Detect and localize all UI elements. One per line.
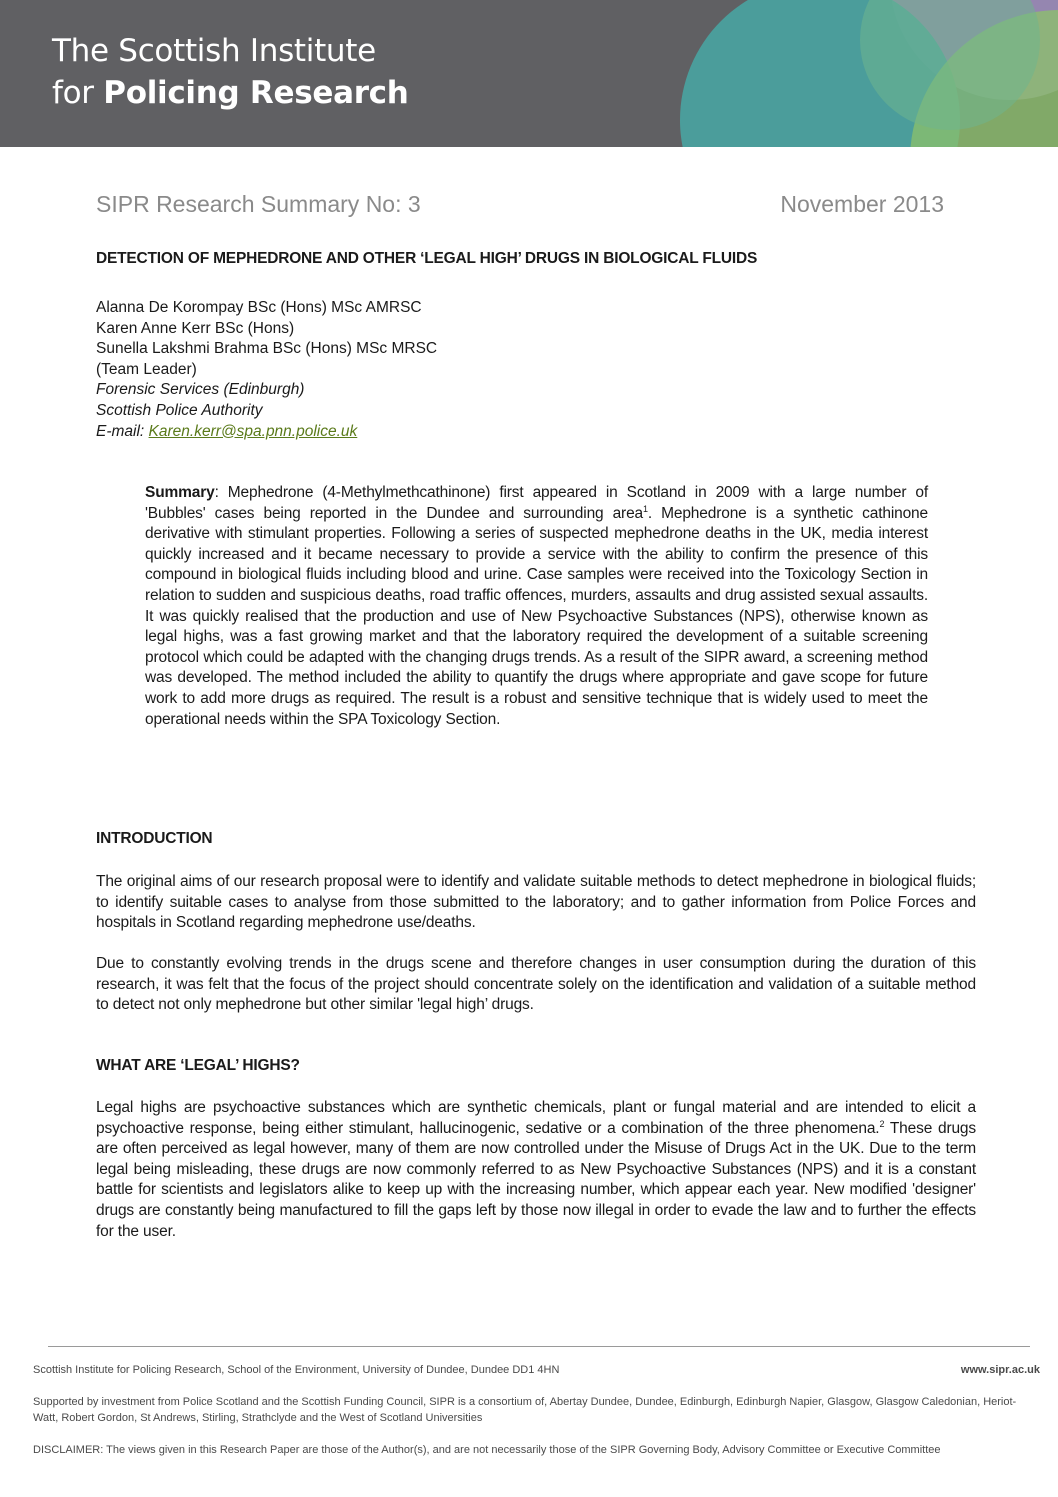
summary-label: Summary — [145, 484, 215, 501]
footnote-ref: 1 — [643, 503, 648, 514]
author-block — [96, 298, 437, 442]
series-number: SIPR Research Summary No: 3 — [96, 191, 421, 217]
footnote-ref: 2 — [879, 1118, 885, 1129]
heading-legal-highs: WHAT ARE ‘LEGAL’ HIGHS? — [96, 1057, 300, 1074]
header-band — [0, 0, 1058, 147]
intro-paragraph-1: The original aims of our research proposal were to identify and validate suitable methods to detect mephedrone in biological fluids; to identify suitable cases to analyse from those submitted to the laboratory; and to gather information from Police Forces and hospitals in Scotland regarding mephedrone use/deaths. — [96, 873, 976, 932]
footer-address: Scottish Institute for Policing Research, School of the Environment, University of Dundee, Dundee DD1 4HN — [33, 1364, 560, 1376]
email-line: E-mail: Karen.kerr@spa.pnn.police.uk — [96, 422, 358, 440]
email-link[interactable]: Karen.kerr@spa.pnn.police.uk — [148, 422, 358, 440]
document-title: DETECTION OF MEPHEDRONE AND OTHER ‘LEGAL HIGH’ DRUGS IN BIOLOGICAL FLUIDS — [96, 250, 758, 267]
author-line: Sunella Lakshmi Brahma BSc (Hons) MSc MRSC — [96, 340, 438, 358]
publication-date: November 2013 — [780, 191, 944, 217]
footer-website-link[interactable]: www.sipr.ac.uk — [960, 1364, 1040, 1376]
title-line2: for Policing Research — [52, 75, 409, 111]
affiliation: Scottish Police Authority — [96, 401, 263, 419]
title-line1: The Scottish Institute — [52, 33, 376, 69]
author-line: (Team Leader) — [96, 360, 197, 378]
footer-support: Supported by investment from Police Scotland and the Scottish Funding Council, SIPR is a consortium of, Abertay Dundee, Dundee, Edinburgh, Edinburgh Napier, Glasgow, Glasgow Caledonian, Heriot-Watt, Robert Gordon, St Andrews, Stirling, Strathclyde and the West of Scotland Universities — [33, 1396, 1017, 1424]
author-line: Karen Anne Kerr BSc (Hons) — [96, 319, 295, 337]
footer-disclaimer: DISCLAIMER: The views given in this Research Paper are those of the Author(s), and are not necessarily those of the SIPR Governing Body, Advisory Committee or Executive Committee — [33, 1444, 941, 1456]
author-line: Alanna De Korompay BSc (Hons) MSc AMRSC — [96, 299, 422, 316]
footer-divider — [48, 1346, 1030, 1347]
intro-paragraph-2: Due to constantly evolving trends in the drugs scene and therefore changes in user consumption during the duration of this research, it was felt that the focus of the project should concentrate solely on the identification and validation of a suitable method to detect not only mephedrone but other similar 'legal high’ drugs. — [96, 955, 976, 1014]
affiliation: Forensic Services (Edinburgh) — [96, 381, 305, 399]
summary-paragraph: Summary: Mephedrone (4-Methylmethcathinone) first appeared in Scotland in 2009 with a large number of 'Bubbles' cases being reported in the Dundee and surrounding area$^1$. Mephedrone is a synthetic cathinone derivative with stimulant properties. Following a series of suspected mephedrone deaths in the UK, media interest quickly increased and it became necessary to provide a service with the ability to confirm the presence of this compound in biological fluids including blood and urine. Case samples were received into the Toxicology Section in relation to sudden and suspicious deaths, road traffic offences, murders, assaults and drug assisted sexual assaults. It was quickly realised that the production and use of New Psychoactive Substances (NPS), otherwise known as legal highs, was a fast growing market and that the laboratory required the development of a suitable screening protocol which could be adapted with the changing drugs trends. As a result of the SIPR award, a screening method was developed. The method included the ability to quantify the drugs where appropriate and gave scope for future work to add more drugs as required. The result is a robust and sensitive technique that is widely used to meet the operational needs within the SPA Toxicology Section. — [145, 484, 928, 728]
heading-introduction: INTRODUCTION — [96, 830, 213, 847]
institute-logo-title — [52, 30, 409, 114]
legal-highs-paragraph: Legal highs are psychoactive substances which are synthetic chemicals, plant or fungal material and are intended to elicit a psychoactive response, being either stimulant, hallucinogenic, sedative or a combination of the three phenomena.$^2$ These drugs are often perceived as legal however, many of them are now controlled under the Misuse of Drugs Act in the UK. Due to the term legal being misleading, these drugs are now commonly referred to as New Psychoactive Substances (NPS) and it is a constant battle for scientists and legislators alike to keep up with the increasing number, which appear each year. New modified 'designer' drugs are constantly being manufactured to fill the gaps left by those now illegal in order to evade the law and to further the effects for the user. — [96, 1099, 976, 1240]
